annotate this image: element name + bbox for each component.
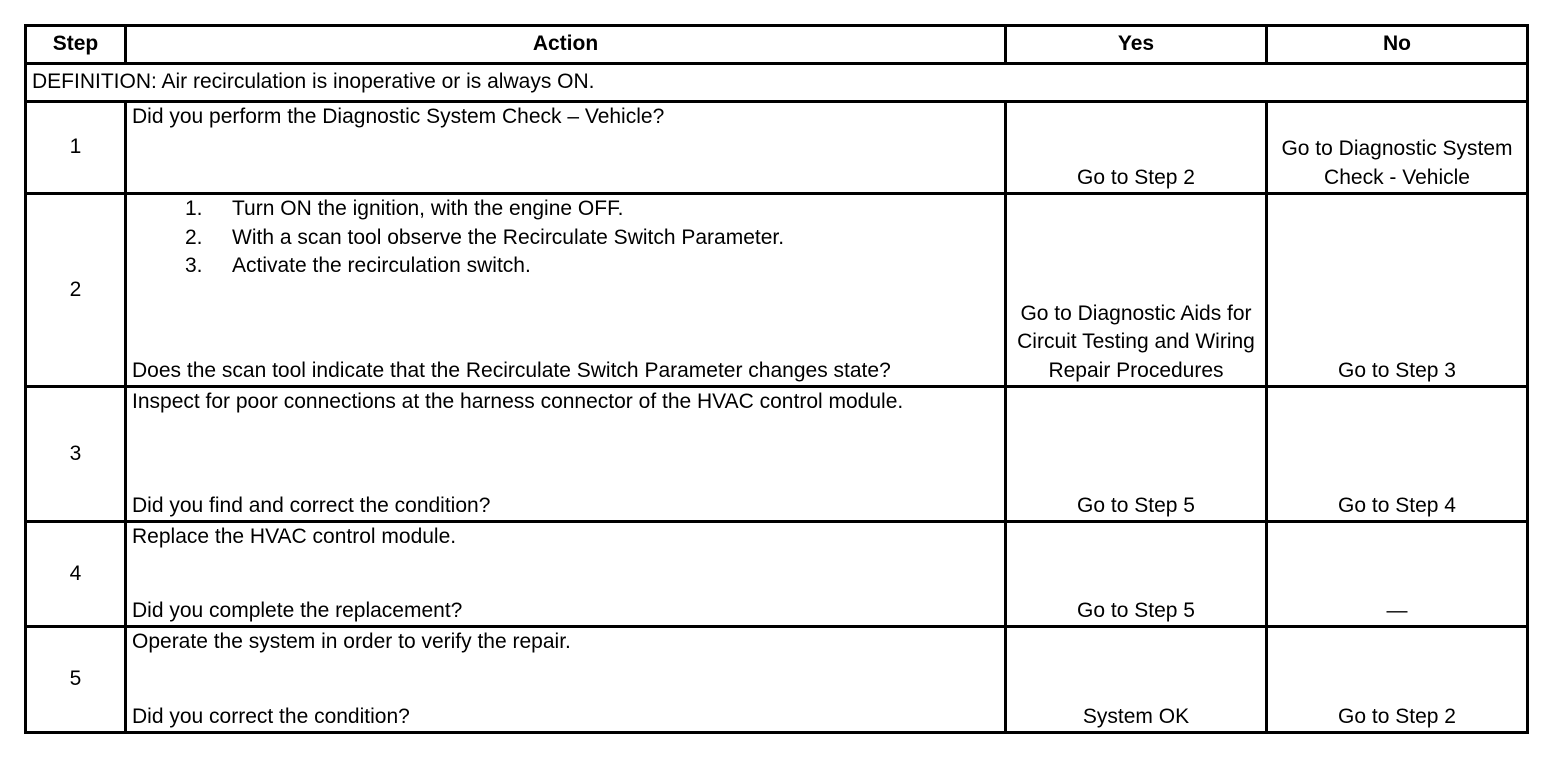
table-row — [26, 194, 1528, 387]
table-row — [26, 627, 1528, 733]
header-action: Action — [126, 26, 1006, 64]
list-item: 1. Turn ON the ignition, with the engine OFF. — [185, 197, 624, 220]
action-cell — [126, 387, 1006, 522]
action-cell — [126, 522, 1006, 627]
definition-text: DEFINITION: Air recirculation is inoperative or is always ON. — [26, 64, 1528, 102]
yes-cell: Go to Step 5 — [1006, 522, 1267, 627]
step-number: 5 — [26, 627, 126, 733]
action-cell — [126, 627, 1006, 733]
header-no: No — [1267, 26, 1528, 64]
no-cell: Go to Step 3 — [1267, 194, 1528, 387]
yes-cell: Go to Step 5 — [1006, 387, 1267, 522]
table-row — [26, 102, 1528, 194]
no-cell: Go to Step 2 — [1267, 627, 1528, 733]
substep-list — [132, 195, 999, 281]
no-cell: Go to Diagnostic System Check - Vehicle — [1267, 102, 1528, 194]
no-cell: Go to Step 4 — [1267, 387, 1528, 522]
action-cell — [126, 194, 1006, 387]
action-question: Did you complete the replacement? — [132, 598, 463, 622]
header-row — [26, 26, 1528, 64]
action-text: Operate the system in order to verify the repair. — [132, 630, 571, 653]
step-number: 1 — [26, 102, 126, 194]
header-yes: Yes — [1006, 26, 1267, 64]
header-step: Step — [26, 26, 126, 64]
action-question: Did you find and correct the condition? — [132, 493, 491, 517]
yes-cell: Go to Diagnostic Aids for Circuit Testing and Wiring Repair Procedures — [1006, 194, 1267, 387]
action-text: Did you perform the Diagnostic System Check – Vehicle? — [132, 105, 665, 128]
action-text: Inspect for poor connections at the harness connector of the HVAC control module. — [132, 390, 904, 413]
diagnostic-table — [24, 24, 1529, 734]
definition-row — [26, 64, 1528, 102]
action-cell — [126, 102, 1006, 194]
list-item: 2. With a scan tool observe the Recirculate Switch Parameter. — [185, 225, 785, 249]
step-number: 4 — [26, 522, 126, 627]
action-text: Replace the HVAC control module. — [132, 525, 457, 548]
list-item: 3. Activate the recirculation switch. — [185, 254, 531, 277]
no-cell: — — [1267, 522, 1528, 627]
yes-cell: System OK — [1006, 627, 1267, 733]
table-row — [26, 387, 1528, 522]
step-number: 3 — [26, 387, 126, 522]
yes-cell: Go to Step 2 — [1006, 102, 1267, 194]
action-question: Did you correct the condition? — [132, 704, 410, 728]
action-question: Does the scan tool indicate that the Recirculate Switch Parameter changes state? — [132, 358, 891, 382]
table-row — [26, 522, 1528, 627]
step-number: 2 — [26, 194, 126, 387]
diagnostic-table-wrapper — [24, 24, 1529, 734]
